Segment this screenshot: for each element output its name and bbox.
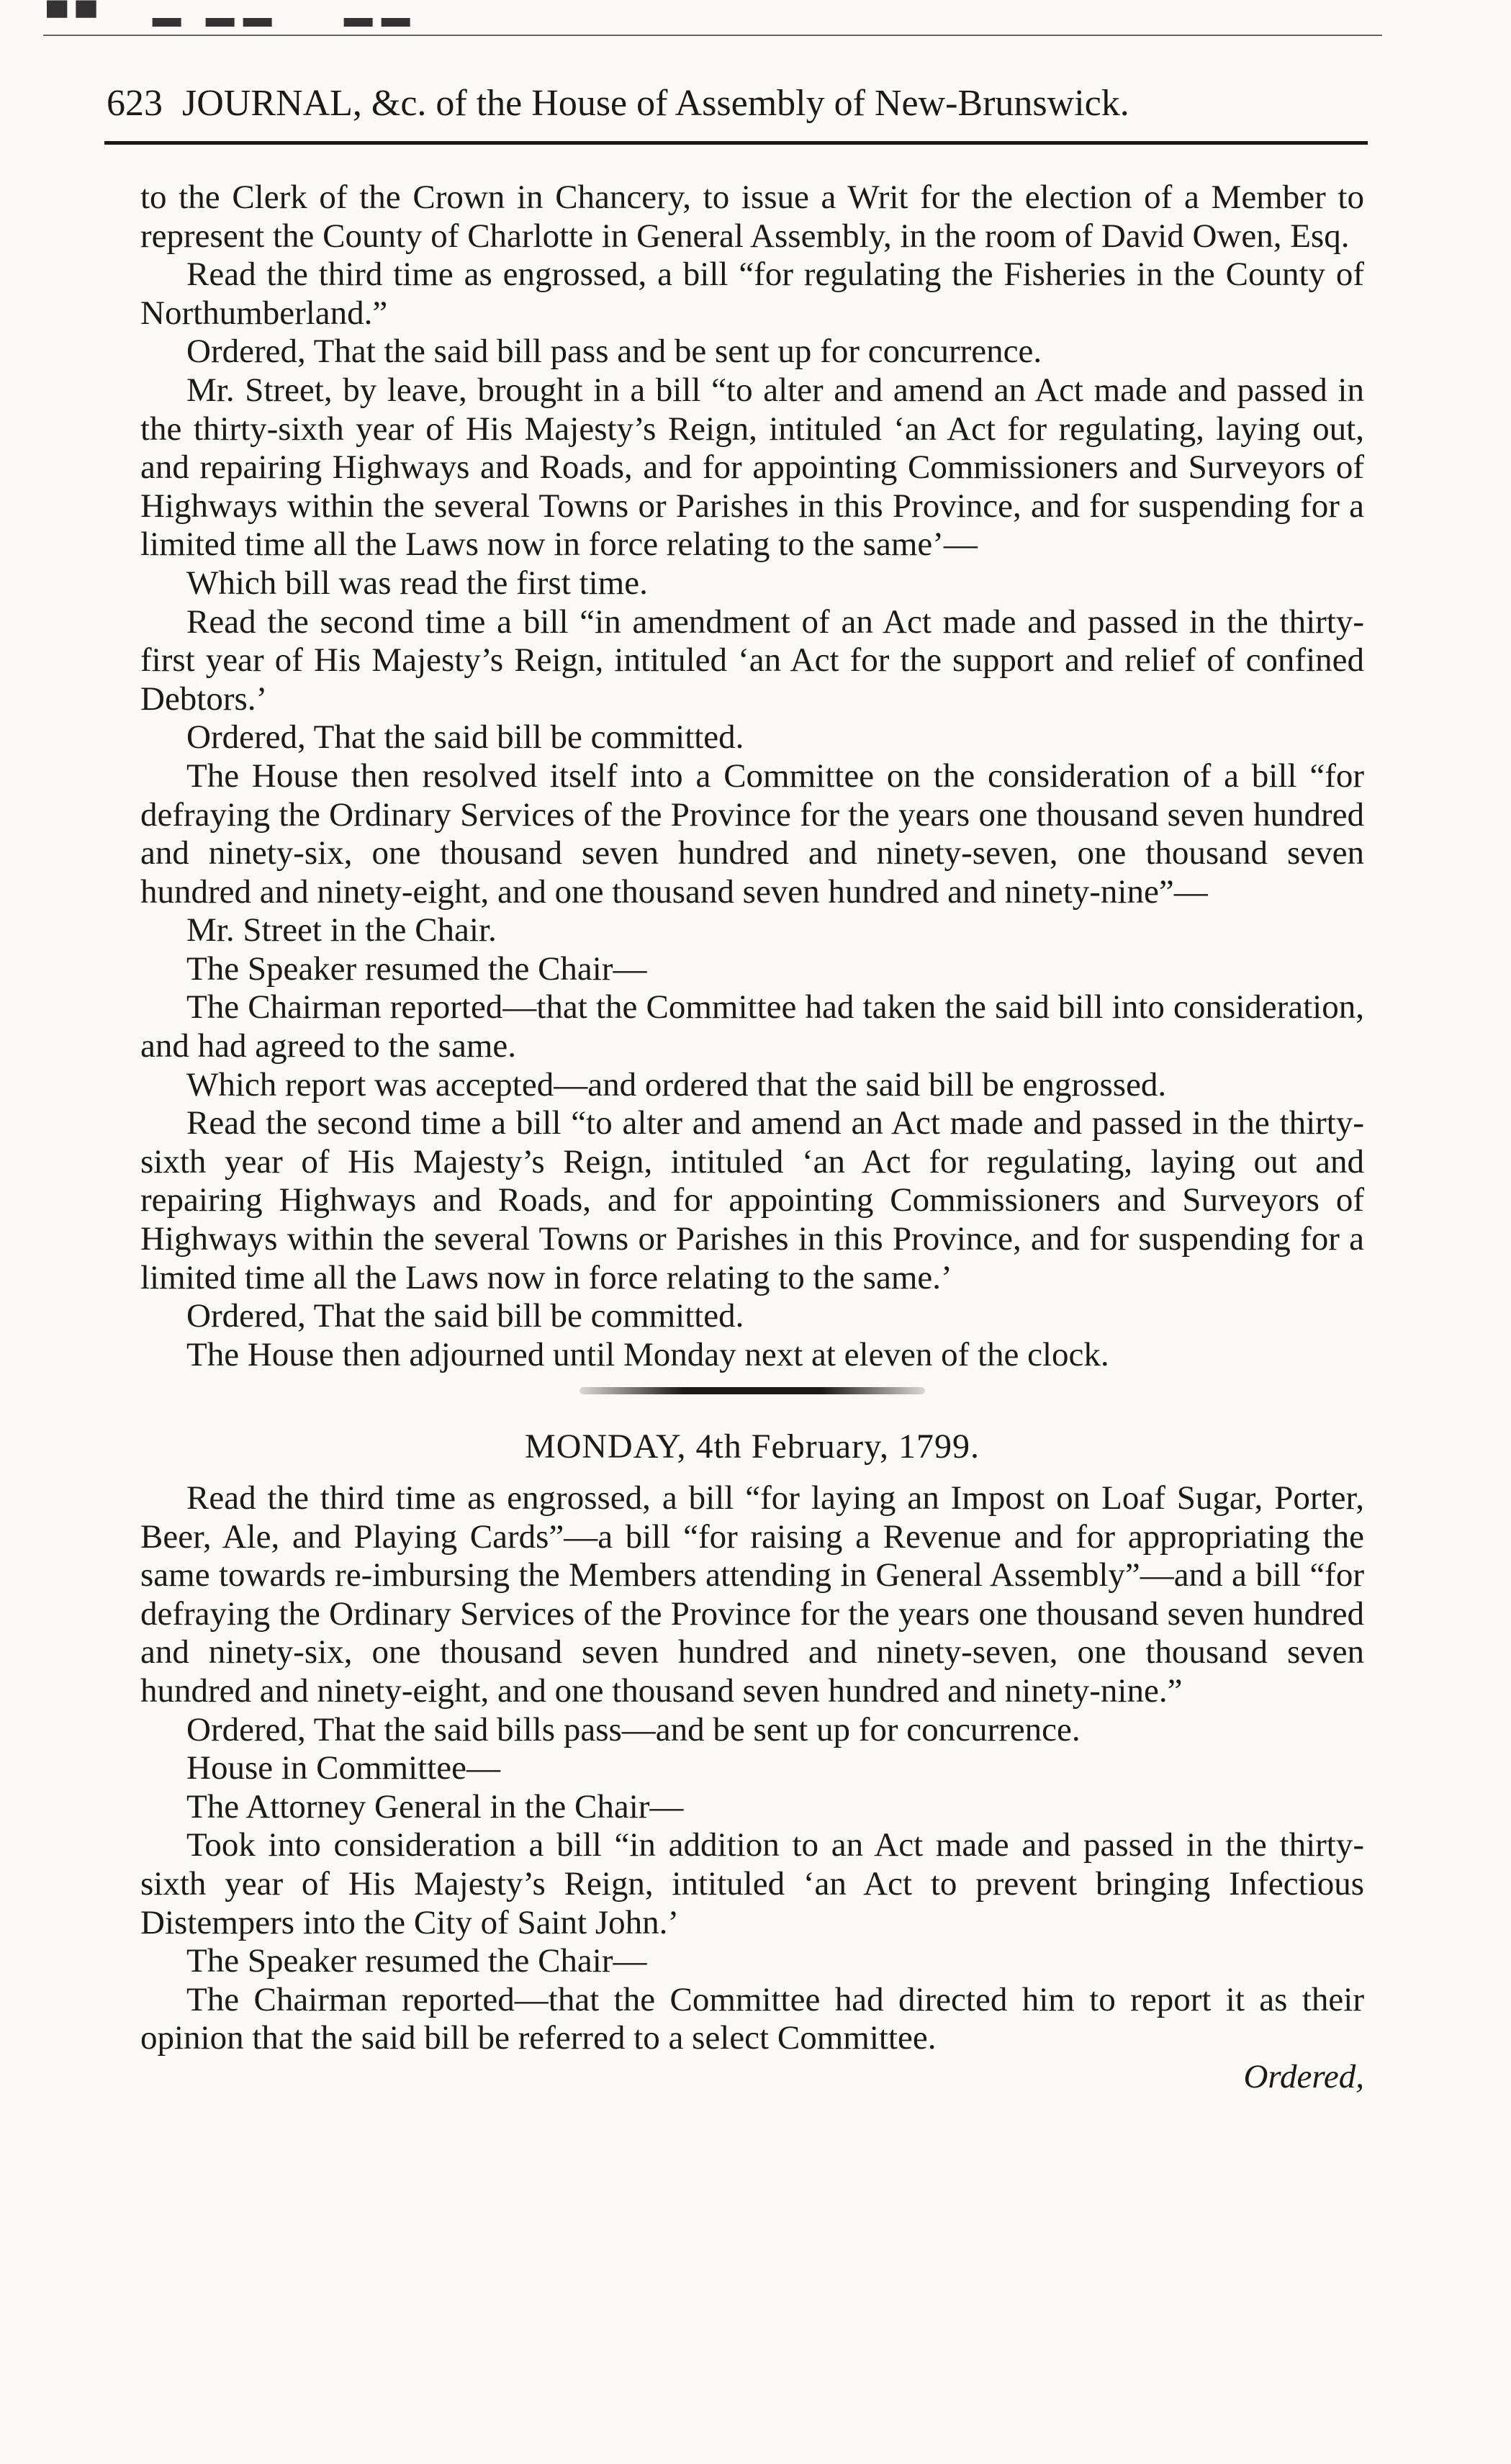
paragraph: Mr. Street in the Chair. <box>186 911 497 949</box>
printer-marks: ▀▀ ▬ ▬▬ ▬▬ <box>47 1 419 33</box>
paragraph: The Speaker resumed the Chair— <box>186 949 647 988</box>
running-title: JOURNAL, &c. of the House of Assembly of New-Brunswick. <box>182 83 1129 124</box>
paragraph: Read the third time as engrossed, a bill “for laying an Impost on Loaf Sugar, Porter, Beer, Ale, and Playing Cards”—a bill “for raising a Revenue and for appropriating the same towards re-imbursing the Members attending in General Assembly”—and a bill “for defraying the Ordinary Services of the Province for the years one thousand seven hundred and ninety-six, one thousand seven hundred and ninety-seven, one thousand seven hundred and ninety-eight, and one thousand seven hundred and ninety-nine.” <box>140 1479 1364 1710</box>
date-heading: MONDAY, 4th February, 1799. <box>525 1427 980 1466</box>
paragraph: Read the second time a bill “in amendment of an Act made and passed in the thirty-first year of His Majesty’s Reign, intituled ‘an Act for the support and relief of confined Debtors.’ <box>140 603 1364 718</box>
paragraph: Read the third time as engrossed, a bill “for regulating the Fisheries in the County of Northumberland.” <box>140 256 1364 332</box>
paragraph: to the Clerk of the Crown in Chancery, to issue a Writ for the election of a Member to represent the County of Charlotte in General Assembly, in the room of David Owen, Esq. <box>140 179 1364 255</box>
paragraph: Ordered, That the said bills pass—and be sent up for concurrence. <box>186 1710 1081 1748</box>
catchword: Ordered, <box>1243 2057 1364 2095</box>
paragraph: The Chairman reported—that the Committee had taken the said bill into consideration, and had agreed to the same. <box>140 988 1364 1065</box>
paragraph: Which report was accepted—and ordered that the said bill be engrossed. <box>186 1065 1167 1104</box>
paragraph: The House then resolved itself into a Committee on the consideration of a bill “for defraying the Ordinary Services of the Province for the years one thousand seven hundred and ninety-six, one thousand seven hundred and ninety-seven, one thousand seven hundred and ninety-eight, and one thousand seven hundred and ninety-nine”— <box>140 757 1364 911</box>
paragraph: Ordered, That the said bill be committed. <box>186 1297 744 1335</box>
paragraph: House in Committee— <box>186 1749 501 1787</box>
paragraph: The Attorney General in the Chair— <box>186 1787 684 1826</box>
running-header <box>107 81 1366 127</box>
paragraph: Ordered, That the said bill be committed. <box>186 718 744 757</box>
paragraph: Which bill was read the first time. <box>186 564 648 602</box>
paragraph: The Chairman reported—that the Committee had directed him to report it as their opinion that the said bill be referred to a select Committee. <box>140 1980 1364 2057</box>
paragraph: Ordered, That the said bill pass and be sent up for concurrence. <box>186 333 1042 371</box>
journal-body <box>140 179 1364 2097</box>
top-rule <box>43 35 1382 36</box>
paragraph: The House then adjourned until Monday next at eleven of the clock. <box>186 1335 1109 1373</box>
paragraph: Mr. Street, by leave, brought in a bill “to alter and amend an Act made and passed in the thirty-sixth year of His Majesty’s Reign, intituled ‘an Act for regulating, laying out, and repairing Highways and Roads, and for appointing Commissioners and Surveyors of Highways within the several Towns or Parishes in this Province, and for suspending for a limited time all the Laws now in force relating to the same’— <box>140 371 1364 564</box>
section-separator <box>579 1387 925 1394</box>
paragraph: Took into consideration a bill “in addition to an Act made and passed in the thirty-sixth year of His Majesty’s Reign, intituled ‘an Act to prevent bringing Infectious Distempers into the City of Saint John.’ <box>140 1826 1364 1941</box>
paragraph: Read the second time a bill “to alter and amend an Act made and passed in the thirty-sixth year of His Majesty’s Reign, intituled ‘an Act for regulating, laying out and repairing Highways and Roads, and for appointing Commissioners and Surveyors of Highways within the several Towns or Parishes in this Province, and for suspending for a limited time all the Laws now in force relating to the same.’ <box>140 1104 1364 1296</box>
header-rule <box>104 141 1368 145</box>
page-number: 623 <box>107 83 163 124</box>
paragraph: The Speaker resumed the Chair— <box>186 1942 647 1980</box>
